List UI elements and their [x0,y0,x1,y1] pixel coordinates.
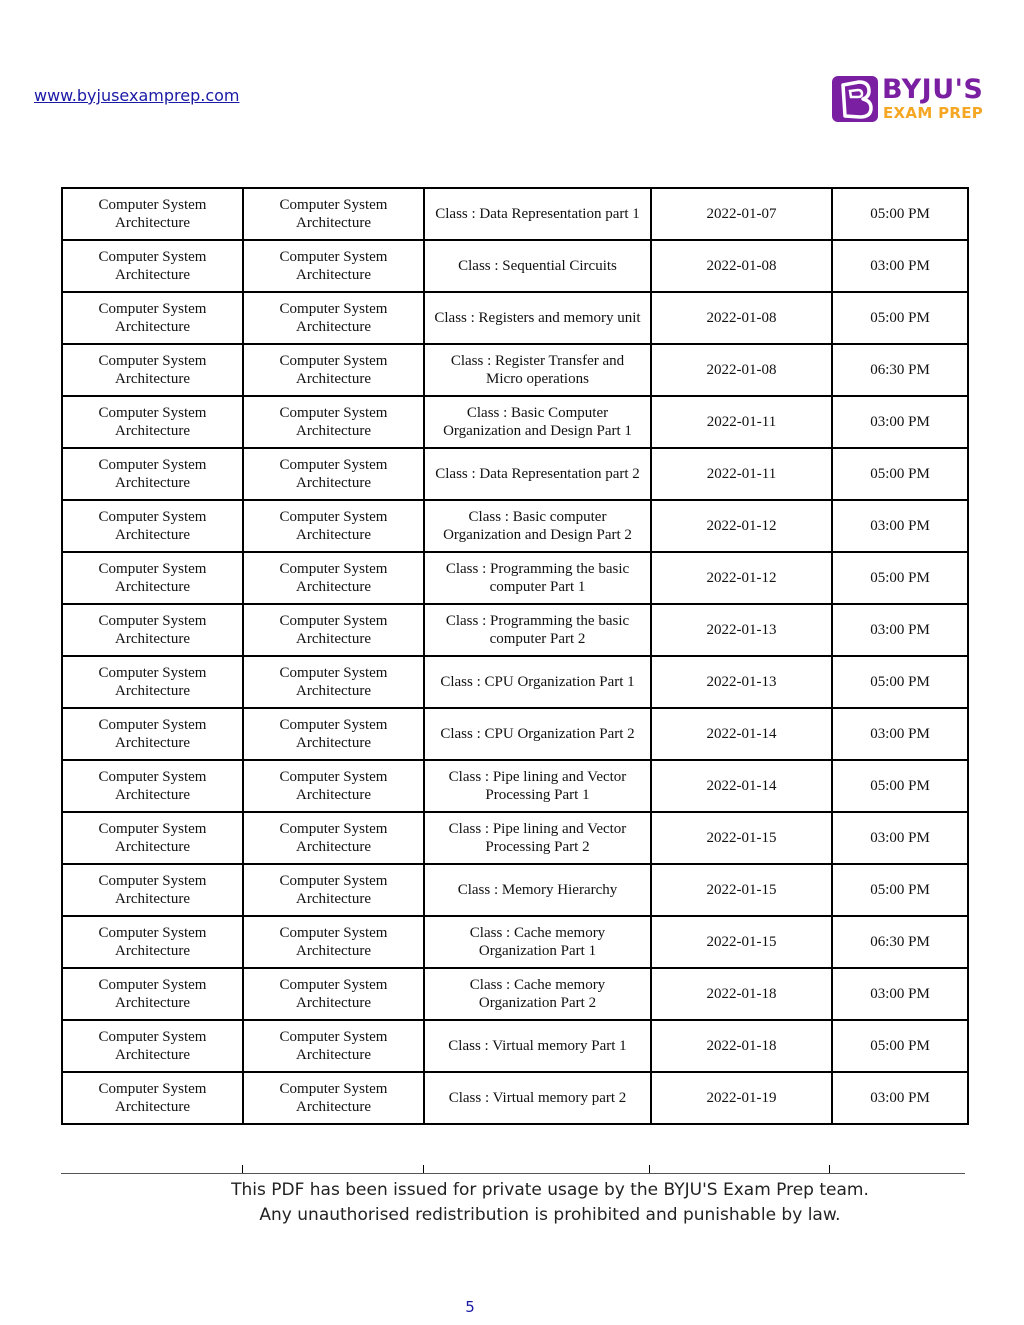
date-cell: 2022-01-12 [651,500,832,552]
subject-cell: Computer System Architecture [62,240,243,292]
table-row [62,240,968,292]
date-cell: 2022-01-11 [651,396,832,448]
time-cell: 05:00 PM [832,292,968,344]
time-cell: 05:00 PM [832,1020,968,1072]
date-cell: 2022-01-07 [651,188,832,240]
subject-cell: Computer System Architecture [62,1020,243,1072]
logo-subtitle: EXAM PREP [883,104,984,122]
subject-cell: Computer System Architecture [62,292,243,344]
course-cell: Computer System Architecture [243,292,424,344]
subject-cell: Computer System Architecture [62,344,243,396]
subject-cell: Computer System Architecture [62,760,243,812]
class-topic-cell: Class : Virtual memory Part 1 [424,1020,651,1072]
page-number: 5 [465,1298,475,1316]
class-topic-cell: Class : Data Representation part 2 [424,448,651,500]
table-row [62,812,968,864]
course-cell: Computer System Architecture [243,760,424,812]
class-topic-cell: Class : Memory Hierarchy [424,864,651,916]
table-row [62,188,968,240]
course-cell: Computer System Architecture [243,916,424,968]
column-tick [829,1165,830,1173]
table-row [62,760,968,812]
date-cell: 2022-01-14 [651,760,832,812]
subject-cell: Computer System Architecture [62,396,243,448]
date-cell: 2022-01-08 [651,240,832,292]
class-topic-cell: Class : Registers and memory unit [424,292,651,344]
column-tick [649,1165,650,1173]
time-cell: 03:00 PM [832,708,968,760]
subject-cell: Computer System Architecture [62,552,243,604]
subject-cell: Computer System Architecture [62,864,243,916]
time-cell: 06:30 PM [832,344,968,396]
time-cell: 03:00 PM [832,968,968,1020]
time-cell: 06:30 PM [832,916,968,968]
table-row [62,1072,968,1124]
class-topic-cell: Class : Sequential Circuits [424,240,651,292]
disclaimer-line-2: Any unauthorised redistribution is prohibited and punishable by law. [259,1205,841,1225]
course-cell: Computer System Architecture [243,1020,424,1072]
class-topic-cell: Class : Basic computer Organization and Design Part 2 [424,500,651,552]
date-cell: 2022-01-13 [651,656,832,708]
table-row [62,864,968,916]
date-cell: 2022-01-18 [651,1020,832,1072]
time-cell: 05:00 PM [832,448,968,500]
course-cell: Computer System Architecture [243,604,424,656]
course-cell: Computer System Architecture [243,344,424,396]
time-cell: 05:00 PM [832,760,968,812]
date-cell: 2022-01-15 [651,864,832,916]
byjus-exam-prep-logo [832,76,992,124]
course-cell: Computer System Architecture [243,396,424,448]
course-cell: Computer System Architecture [243,500,424,552]
class-topic-cell: Class : Cache memory Organization Part 2 [424,968,651,1020]
subject-cell: Computer System Architecture [62,188,243,240]
subject-cell: Computer System Architecture [62,968,243,1020]
class-topic-cell: Class : Pipe lining and Vector Processing Part 1 [424,760,651,812]
table-row [62,916,968,968]
class-topic-cell: Class : Virtual memory part 2 [424,1072,651,1124]
subject-cell: Computer System Architecture [62,812,243,864]
table-row [62,1020,968,1072]
date-cell: 2022-01-15 [651,812,832,864]
subject-cell: Computer System Architecture [62,500,243,552]
course-cell: Computer System Architecture [243,656,424,708]
date-cell: 2022-01-14 [651,708,832,760]
table-row [62,344,968,396]
class-topic-cell: Class : Cache memory Organization Part 1 [424,916,651,968]
website-link[interactable]: www.byjusexamprep.com [34,86,240,105]
table-row [62,396,968,448]
table-row [62,448,968,500]
subject-cell: Computer System Architecture [62,708,243,760]
time-cell: 03:00 PM [832,812,968,864]
course-cell: Computer System Architecture [243,812,424,864]
date-cell: 2022-01-08 [651,344,832,396]
time-cell: 05:00 PM [832,188,968,240]
class-topic-cell: Class : Register Transfer and Micro operations [424,344,651,396]
time-cell: 05:00 PM [832,656,968,708]
table-row [62,292,968,344]
date-cell: 2022-01-12 [651,552,832,604]
time-cell: 05:00 PM [832,552,968,604]
date-cell: 2022-01-11 [651,448,832,500]
course-cell: Computer System Architecture [243,968,424,1020]
subject-cell: Computer System Architecture [62,604,243,656]
course-cell: Computer System Architecture [243,188,424,240]
course-cell: Computer System Architecture [243,448,424,500]
time-cell: 03:00 PM [832,1072,968,1124]
class-topic-cell: Class : CPU Organization Part 1 [424,656,651,708]
logo-wordmark: BYJU'S [882,74,984,105]
class-schedule-table [61,187,969,1125]
table-row [62,708,968,760]
column-tick [242,1165,243,1173]
course-cell: Computer System Architecture [243,552,424,604]
course-cell: Computer System Architecture [243,708,424,760]
table-row [62,968,968,1020]
course-cell: Computer System Architecture [243,1072,424,1124]
date-cell: 2022-01-13 [651,604,832,656]
date-cell: 2022-01-15 [651,916,832,968]
course-cell: Computer System Architecture [243,240,424,292]
subject-cell: Computer System Architecture [62,916,243,968]
time-cell: 03:00 PM [832,396,968,448]
course-cell: Computer System Architecture [243,864,424,916]
subject-cell: Computer System Architecture [62,1072,243,1124]
class-topic-cell: Class : Pipe lining and Vector Processing Part 2 [424,812,651,864]
class-topic-cell: Class : Basic Computer Organization and Design Part 1 [424,396,651,448]
time-cell: 03:00 PM [832,240,968,292]
footer-divider [61,1173,965,1174]
class-topic-cell: Class : Programming the basic computer Part 2 [424,604,651,656]
class-topic-cell: Class : Programming the basic computer Part 1 [424,552,651,604]
subject-cell: Computer System Architecture [62,656,243,708]
byjus-b-logo-icon [832,76,878,122]
time-cell: 05:00 PM [832,864,968,916]
disclaimer [150,1178,950,1228]
table-row [62,500,968,552]
date-cell: 2022-01-08 [651,292,832,344]
date-cell: 2022-01-19 [651,1072,832,1124]
table-row [62,604,968,656]
time-cell: 03:00 PM [832,500,968,552]
class-topic-cell: Class : Data Representation part 1 [424,188,651,240]
subject-cell: Computer System Architecture [62,448,243,500]
table-row [62,656,968,708]
disclaimer-line-1: This PDF has been issued for private usage by the BYJU'S Exam Prep team. [231,1180,869,1200]
class-topic-cell: Class : CPU Organization Part 2 [424,708,651,760]
time-cell: 03:00 PM [832,604,968,656]
table-row [62,552,968,604]
date-cell: 2022-01-18 [651,968,832,1020]
column-tick [423,1165,424,1173]
